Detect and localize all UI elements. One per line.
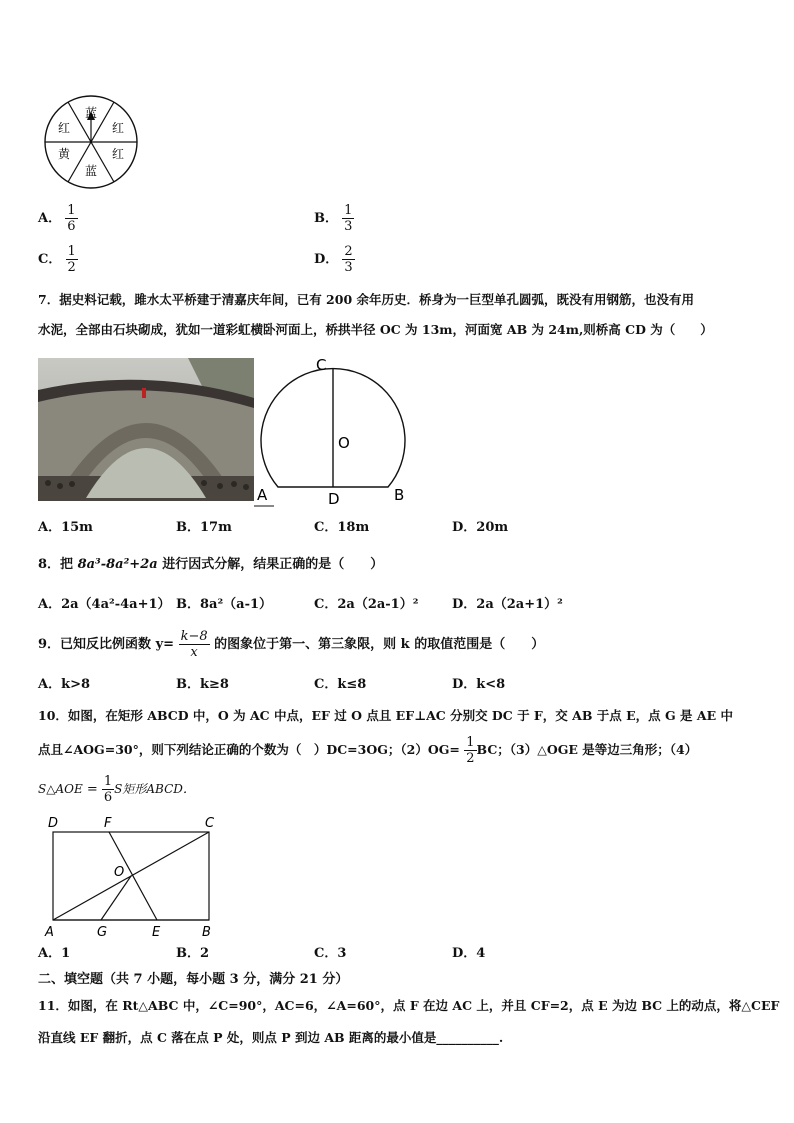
bridge-diagram (254, 354, 414, 510)
formula-right: S矩形ABCD (114, 782, 183, 796)
option-letter: D． (314, 252, 339, 267)
section-title: 二、填空题（共 7 小题，每小题 3 分，满分 21 分） (38, 972, 349, 987)
label-a: A (45, 925, 54, 940)
q7-text-line1: 7．据史料记载，雎水太平桥建于清嘉庆年间，已有 200 余年历史．桥身为一巨型单孔圆弧，既没有用钢筋，也没有用 (38, 292, 694, 307)
q6-option-c (38, 244, 78, 275)
spinner-sector-label: 红 (111, 147, 125, 161)
option-letter: C． (38, 252, 62, 267)
spinner-sector-label: 黄 (57, 147, 71, 161)
formula-eq: = (82, 782, 102, 797)
spinner-sector-label: 蓝 (84, 164, 98, 178)
label-o: O (114, 865, 125, 880)
q9-prefix: 9．已知反比例函数 y= (38, 637, 175, 652)
q8-option-d: D．2a（2a+1）² (452, 597, 563, 612)
q10-option-d: D．4 (452, 946, 486, 961)
q9-option-b: B．k≥8 (176, 677, 229, 692)
fraction: $\frac{1}{2}$ (67, 244, 76, 275)
q11-text-line2: 沿直线 EF 翻折，点 C 落在点 P 处，则点 P 到边 AB 距离的最小值是__________. (38, 1030, 504, 1045)
q6-option-a (38, 203, 78, 234)
formula-left: S△AOE (38, 782, 83, 796)
q10-formula (38, 774, 196, 805)
spinner-sector-label: 蓝 (84, 106, 98, 120)
q10-option-b: B．2 (176, 946, 210, 961)
label-a: A (257, 486, 268, 504)
fraction: $\frac{2}{3}$ (344, 244, 353, 275)
q11-text-line1: 11．如图，在 Rt△ABC 中，∠C=90°，AC=6，∠A=60°，点 F 在边 AC 上，并且 CF=2，点 E 为边 BC 上的动点，将△CEF (38, 998, 780, 1013)
option-letter: B． (314, 211, 338, 226)
formula-end: ． (182, 782, 196, 797)
label-b: B (202, 925, 211, 940)
formula-fraction: $\frac{1}{6}$ (103, 774, 113, 805)
bridge-photo-alt (0, 0, 1, 1)
q9-option-c: C．k≤8 (314, 677, 367, 692)
q6-option-d (314, 244, 355, 275)
q10-line2b: BC；（3）△OGE 是等边三角形；（4） (476, 742, 698, 757)
label-c: C (316, 356, 327, 374)
q9-fraction: $\frac{k-8}{x}$ (180, 629, 208, 660)
spinner-sector-label: 红 (111, 121, 125, 135)
q10-text-line1: 10．如图，在矩形 ABCD 中，O 为 AC 中点，EF 过 O 点且 EF⊥AC 分别交 DC 于 F，交 AB 于点 E，点 G 是 AE 中 (38, 708, 733, 723)
q8-text (38, 556, 383, 574)
q8-suffix: 进行因式分解，结果正确的是（ ） (157, 557, 384, 572)
label-f: F (104, 816, 112, 831)
q6-option-b (314, 203, 354, 234)
label-d: D (328, 490, 340, 508)
fraction: $\frac{1}{3}$ (344, 203, 353, 234)
label-g: G (97, 925, 108, 940)
q8-expression: 8a³-8a²+2a (77, 557, 158, 572)
label-c: C (205, 816, 215, 831)
q8-option-a: A．2a（4a²-4a+1） (38, 597, 171, 612)
q8-option-b: B．8a²（a-1） (176, 597, 273, 612)
q10-line2a: 点且∠AOG=30°，则下列结论正确的个数为（ ）DC=3OG；（2）OG= (38, 742, 460, 757)
q8-option-c: C．2a（2a-1）² (314, 597, 419, 612)
q10-text-line2 (38, 735, 697, 766)
label-d: D (48, 816, 59, 831)
spinner-sector-label: 红 (57, 121, 71, 135)
q10-option-c: C．3 (314, 946, 347, 961)
bridge-photo (38, 358, 254, 501)
q7-text-line2: 水泥，全部由石块砌成，犹如一道彩虹横卧河面上，桥拱半径 OC 为 13m，河面宽 AB 为 24m,则桥高 CD 为（ ） (38, 322, 713, 337)
label-o: O (338, 434, 350, 452)
rectangle-diagram (40, 814, 220, 942)
q7-option-c: C．18m (314, 520, 370, 535)
q7-option-b: B．17m (176, 520, 232, 535)
q9-suffix: 的图象位于第一、第三象限，则 k 的取值范围是（ ） (214, 637, 545, 652)
q9-text (38, 629, 544, 660)
fraction: $\frac{1}{6}$ (67, 203, 76, 234)
option-letter: A． (38, 211, 62, 226)
label-b: B (394, 486, 405, 504)
q9-option-a: A．k>8 (38, 677, 91, 692)
spinner-figure (40, 95, 146, 189)
q7-option-a: A．15m (38, 520, 93, 535)
q7-option-d: D．20m (452, 520, 509, 535)
q10-option-a: A．1 (38, 946, 71, 961)
label-e: E (152, 925, 161, 940)
q9-option-d: D．k<8 (452, 677, 506, 692)
q8-prefix: 8．把 (38, 557, 78, 572)
q10-fraction: $\frac{1}{2}$ (466, 735, 475, 766)
